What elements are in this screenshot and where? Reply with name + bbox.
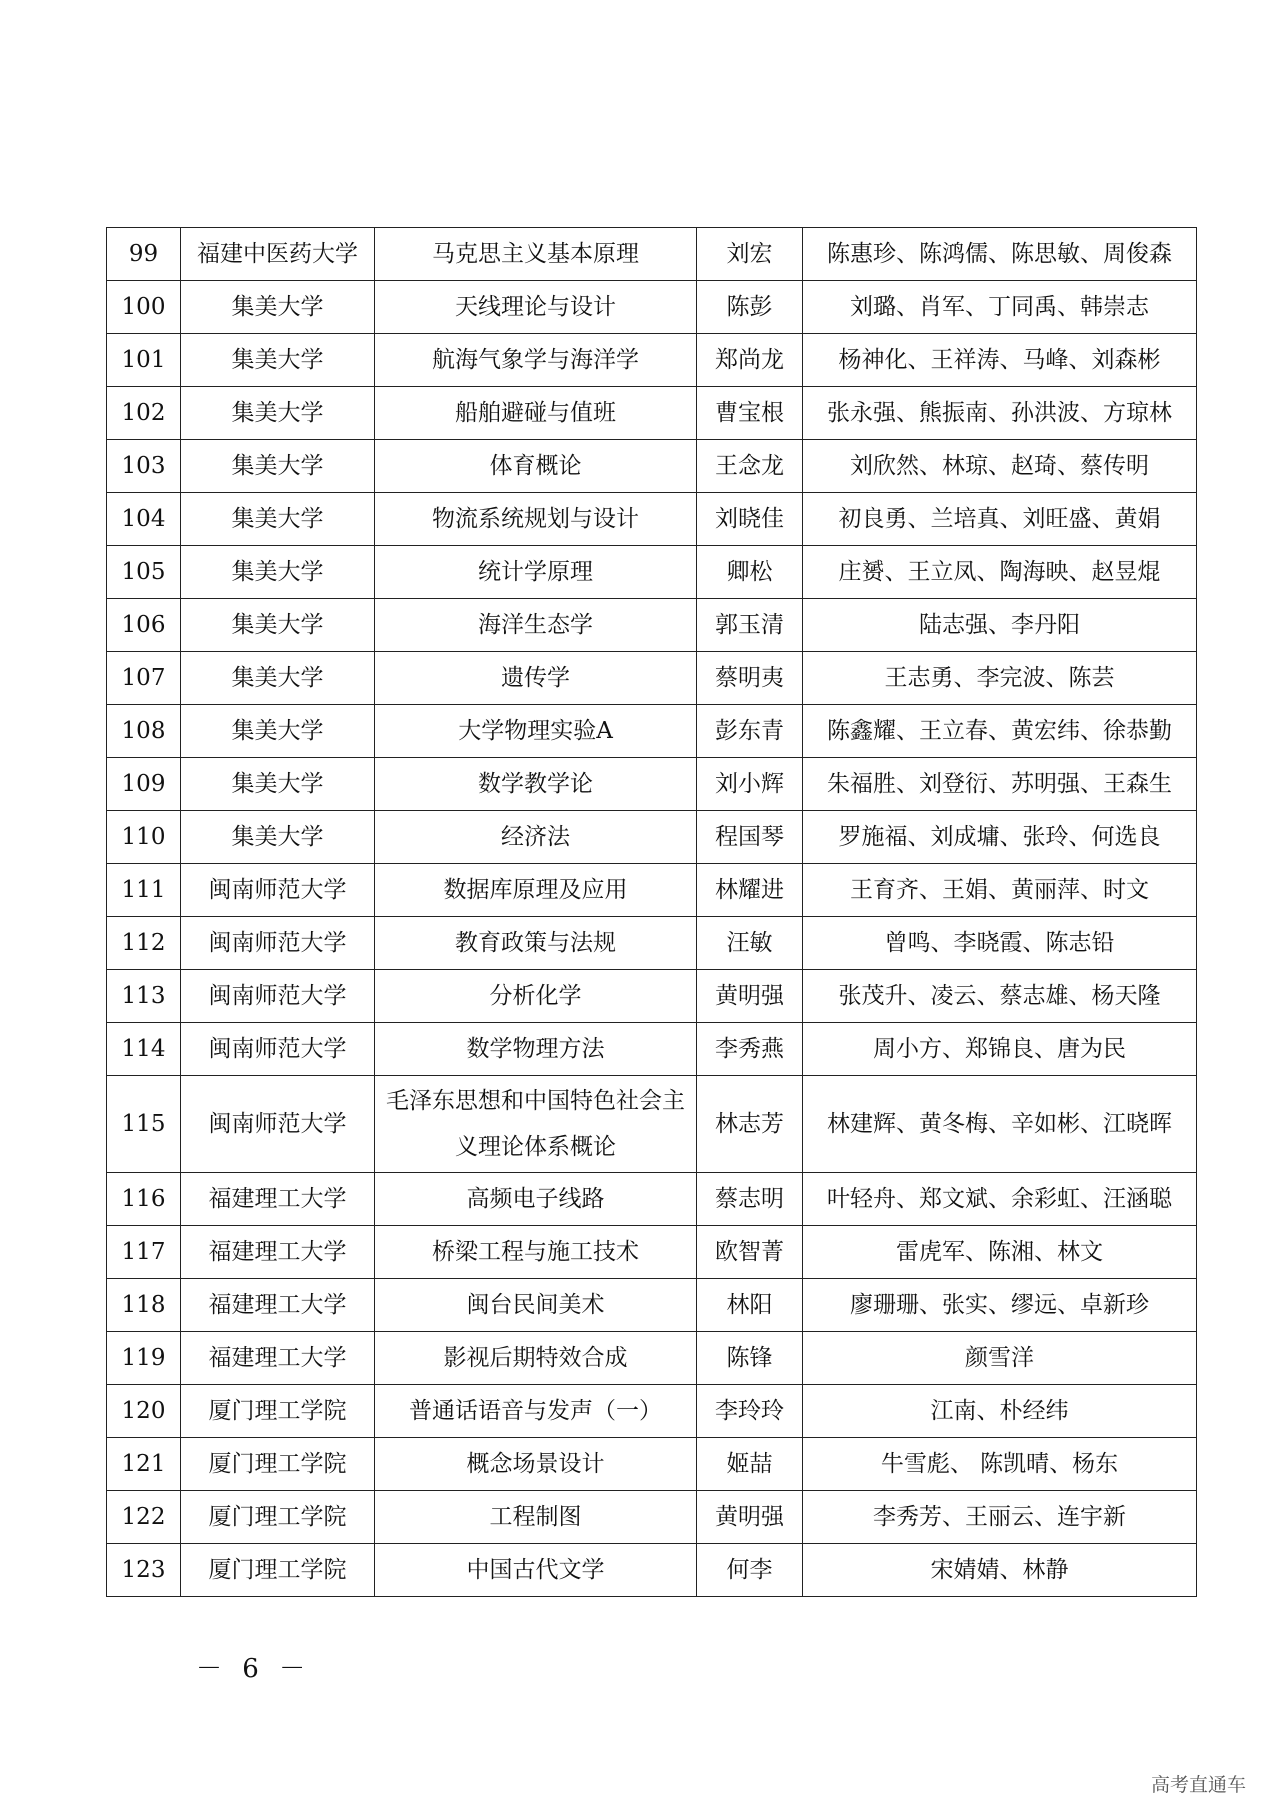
cell-leader: 刘小辉 xyxy=(697,758,803,811)
cell-school: 集美大学 xyxy=(181,387,375,440)
cell-leader: 林耀进 xyxy=(697,864,803,917)
cell-course: 数据库原理及应用 xyxy=(375,864,697,917)
cell-course: 教育政策与法规 xyxy=(375,917,697,970)
cell-number: 115 xyxy=(107,1076,181,1173)
cell-school: 福建理工大学 xyxy=(181,1226,375,1279)
cell-leader: 陈彭 xyxy=(697,281,803,334)
cell-leader: 汪敏 xyxy=(697,917,803,970)
cell-number: 121 xyxy=(107,1438,181,1491)
table-row xyxy=(107,652,1197,705)
cell-number: 107 xyxy=(107,652,181,705)
cell-number: 118 xyxy=(107,1279,181,1332)
cell-leader: 林阳 xyxy=(697,1279,803,1332)
cell-leader: 李玲玲 xyxy=(697,1385,803,1438)
cell-leader: 陈锋 xyxy=(697,1332,803,1385)
cell-course: 体育概论 xyxy=(375,440,697,493)
table-row xyxy=(107,1438,1197,1491)
cell-course: 桥梁工程与施工技术 xyxy=(375,1226,697,1279)
cell-number: 109 xyxy=(107,758,181,811)
table-row xyxy=(107,1279,1197,1332)
cell-course: 大学物理实验A xyxy=(375,705,697,758)
cell-members: 罗施福、刘成墉、张玲、何选良 xyxy=(803,811,1197,864)
cell-members: 曾鸣、李晓霞、陈志铅 xyxy=(803,917,1197,970)
cell-number: 104 xyxy=(107,493,181,546)
cell-leader: 郭玉清 xyxy=(697,599,803,652)
cell-members: 张茂升、凌云、蔡志雄、杨天隆 xyxy=(803,970,1197,1023)
cell-members: 颜雪洋 xyxy=(803,1332,1197,1385)
cell-course: 分析化学 xyxy=(375,970,697,1023)
cell-course: 马克思主义基本原理 xyxy=(375,228,697,281)
cell-number: 110 xyxy=(107,811,181,864)
cell-school: 集美大学 xyxy=(181,546,375,599)
cell-members: 廖珊珊、张实、缪远、卓新珍 xyxy=(803,1279,1197,1332)
table-row xyxy=(107,1076,1197,1173)
cell-course: 影视后期特效合成 xyxy=(375,1332,697,1385)
cell-members: 江南、朴经纬 xyxy=(803,1385,1197,1438)
cell-course: 船舶避碰与值班 xyxy=(375,387,697,440)
cell-school: 集美大学 xyxy=(181,705,375,758)
cell-number: 113 xyxy=(107,970,181,1023)
cell-leader: 彭东青 xyxy=(697,705,803,758)
cell-course: 数学教学论 xyxy=(375,758,697,811)
cell-course: 概念场景设计 xyxy=(375,1438,697,1491)
cell-number: 111 xyxy=(107,864,181,917)
cell-leader: 卿松 xyxy=(697,546,803,599)
table-row xyxy=(107,1332,1197,1385)
cell-course: 海洋生态学 xyxy=(375,599,697,652)
cell-school: 集美大学 xyxy=(181,440,375,493)
table-row xyxy=(107,493,1197,546)
cell-number: 112 xyxy=(107,917,181,970)
cell-members: 初良勇、兰培真、刘旺盛、黄娟 xyxy=(803,493,1197,546)
cell-leader: 李秀燕 xyxy=(697,1023,803,1076)
cell-school: 集美大学 xyxy=(181,334,375,387)
cell-school: 集美大学 xyxy=(181,652,375,705)
cell-course: 毛泽东思想和中国特色社会主义理论体系概论 xyxy=(375,1076,697,1173)
cell-members: 陈惠珍、陈鸿儒、陈思敏、周俊森 xyxy=(803,228,1197,281)
cell-leader: 蔡志明 xyxy=(697,1173,803,1226)
table-row xyxy=(107,758,1197,811)
cell-members: 宋婧婧、林静 xyxy=(803,1544,1197,1597)
table-row xyxy=(107,1544,1197,1597)
cell-leader: 欧智菁 xyxy=(697,1226,803,1279)
page-number: － 6 － xyxy=(196,1654,312,1684)
cell-members: 张永强、熊振南、孙洪波、方琼林 xyxy=(803,387,1197,440)
cell-school: 福建理工大学 xyxy=(181,1173,375,1226)
cell-number: 103 xyxy=(107,440,181,493)
cell-school: 厦门理工学院 xyxy=(181,1544,375,1597)
table-row xyxy=(107,440,1197,493)
cell-school: 厦门理工学院 xyxy=(181,1385,375,1438)
table-row xyxy=(107,599,1197,652)
cell-leader: 何李 xyxy=(697,1544,803,1597)
cell-number: 108 xyxy=(107,705,181,758)
cell-school: 闽南师范大学 xyxy=(181,1076,375,1173)
cell-members: 庄赟、王立凤、陶海映、赵昱焜 xyxy=(803,546,1197,599)
cell-leader: 程国琴 xyxy=(697,811,803,864)
cell-leader: 王念龙 xyxy=(697,440,803,493)
cell-members: 林建辉、黄冬梅、辛如彬、江晓晖 xyxy=(803,1076,1197,1173)
cell-number: 100 xyxy=(107,281,181,334)
cell-school: 集美大学 xyxy=(181,281,375,334)
cell-leader: 刘宏 xyxy=(697,228,803,281)
cell-number: 120 xyxy=(107,1385,181,1438)
cell-course: 物流系统规划与设计 xyxy=(375,493,697,546)
cell-course: 工程制图 xyxy=(375,1491,697,1544)
cell-members: 陈鑫耀、王立春、黄宏纬、徐恭勤 xyxy=(803,705,1197,758)
cell-school: 闽南师范大学 xyxy=(181,970,375,1023)
cell-leader: 郑尚龙 xyxy=(697,334,803,387)
table-row xyxy=(107,1023,1197,1076)
cell-number: 122 xyxy=(107,1491,181,1544)
table-row xyxy=(107,334,1197,387)
cell-number: 114 xyxy=(107,1023,181,1076)
cell-number: 99 xyxy=(107,228,181,281)
table-row xyxy=(107,811,1197,864)
cell-members: 牛雪彪、 陈凯晴、杨东 xyxy=(803,1438,1197,1491)
cell-number: 101 xyxy=(107,334,181,387)
cell-members: 李秀芳、王丽云、连宇新 xyxy=(803,1491,1197,1544)
cell-members: 杨神化、王祥涛、马峰、刘森彬 xyxy=(803,334,1197,387)
table-row xyxy=(107,864,1197,917)
cell-course: 普通话语音与发声（一） xyxy=(375,1385,697,1438)
cell-course: 闽台民间美术 xyxy=(375,1279,697,1332)
cell-members: 雷虎军、陈湘、林文 xyxy=(803,1226,1197,1279)
cell-number: 119 xyxy=(107,1332,181,1385)
cell-course: 经济法 xyxy=(375,811,697,864)
table-row xyxy=(107,546,1197,599)
cell-number: 116 xyxy=(107,1173,181,1226)
cell-leader: 刘晓佳 xyxy=(697,493,803,546)
table-row xyxy=(107,917,1197,970)
course-table xyxy=(106,227,1197,1597)
cell-course: 遗传学 xyxy=(375,652,697,705)
table-row xyxy=(107,1385,1197,1438)
cell-number: 102 xyxy=(107,387,181,440)
cell-school: 厦门理工学院 xyxy=(181,1438,375,1491)
cell-members: 王育齐、王娟、黄丽萍、时文 xyxy=(803,864,1197,917)
cell-members: 刘欣然、林琼、赵琦、蔡传明 xyxy=(803,440,1197,493)
cell-leader: 曹宝根 xyxy=(697,387,803,440)
table-row xyxy=(107,1491,1197,1544)
cell-number: 117 xyxy=(107,1226,181,1279)
cell-school: 闽南师范大学 xyxy=(181,864,375,917)
cell-members: 叶轻舟、郑文斌、余彩虹、汪涵聪 xyxy=(803,1173,1197,1226)
cell-leader: 黄明强 xyxy=(697,970,803,1023)
table-row xyxy=(107,281,1197,334)
cell-course: 统计学原理 xyxy=(375,546,697,599)
table-row xyxy=(107,705,1197,758)
cell-school: 闽南师范大学 xyxy=(181,1023,375,1076)
cell-course: 高频电子线路 xyxy=(375,1173,697,1226)
table-row xyxy=(107,1226,1197,1279)
table-body xyxy=(107,228,1197,1597)
cell-school: 集美大学 xyxy=(181,493,375,546)
cell-course: 中国古代文学 xyxy=(375,1544,697,1597)
cell-course: 航海气象学与海洋学 xyxy=(375,334,697,387)
cell-school: 集美大学 xyxy=(181,599,375,652)
cell-course: 数学物理方法 xyxy=(375,1023,697,1076)
table-row xyxy=(107,228,1197,281)
cell-number: 123 xyxy=(107,1544,181,1597)
cell-course: 天线理论与设计 xyxy=(375,281,697,334)
cell-members: 陆志强、李丹阳 xyxy=(803,599,1197,652)
table-row xyxy=(107,387,1197,440)
cell-leader: 姬喆 xyxy=(697,1438,803,1491)
cell-leader: 蔡明夷 xyxy=(697,652,803,705)
cell-school: 福建理工大学 xyxy=(181,1279,375,1332)
cell-members: 王志勇、李完波、陈芸 xyxy=(803,652,1197,705)
cell-school: 福建中医药大学 xyxy=(181,228,375,281)
cell-number: 105 xyxy=(107,546,181,599)
cell-members: 刘璐、肖军、丁同禹、韩崇志 xyxy=(803,281,1197,334)
cell-members: 周小方、郑锦良、唐为民 xyxy=(803,1023,1197,1076)
cell-leader: 黄明强 xyxy=(697,1491,803,1544)
cell-school: 集美大学 xyxy=(181,758,375,811)
cell-school: 集美大学 xyxy=(181,811,375,864)
cell-members: 朱福胜、刘登衍、苏明强、王森生 xyxy=(803,758,1197,811)
table-row xyxy=(107,1173,1197,1226)
cell-school: 闽南师范大学 xyxy=(181,917,375,970)
cell-school: 厦门理工学院 xyxy=(181,1491,375,1544)
table-row xyxy=(107,970,1197,1023)
cell-leader: 林志芳 xyxy=(697,1076,803,1173)
watermark: 高考直通车 xyxy=(1150,1774,1246,1796)
cell-number: 106 xyxy=(107,599,181,652)
cell-school: 福建理工大学 xyxy=(181,1332,375,1385)
